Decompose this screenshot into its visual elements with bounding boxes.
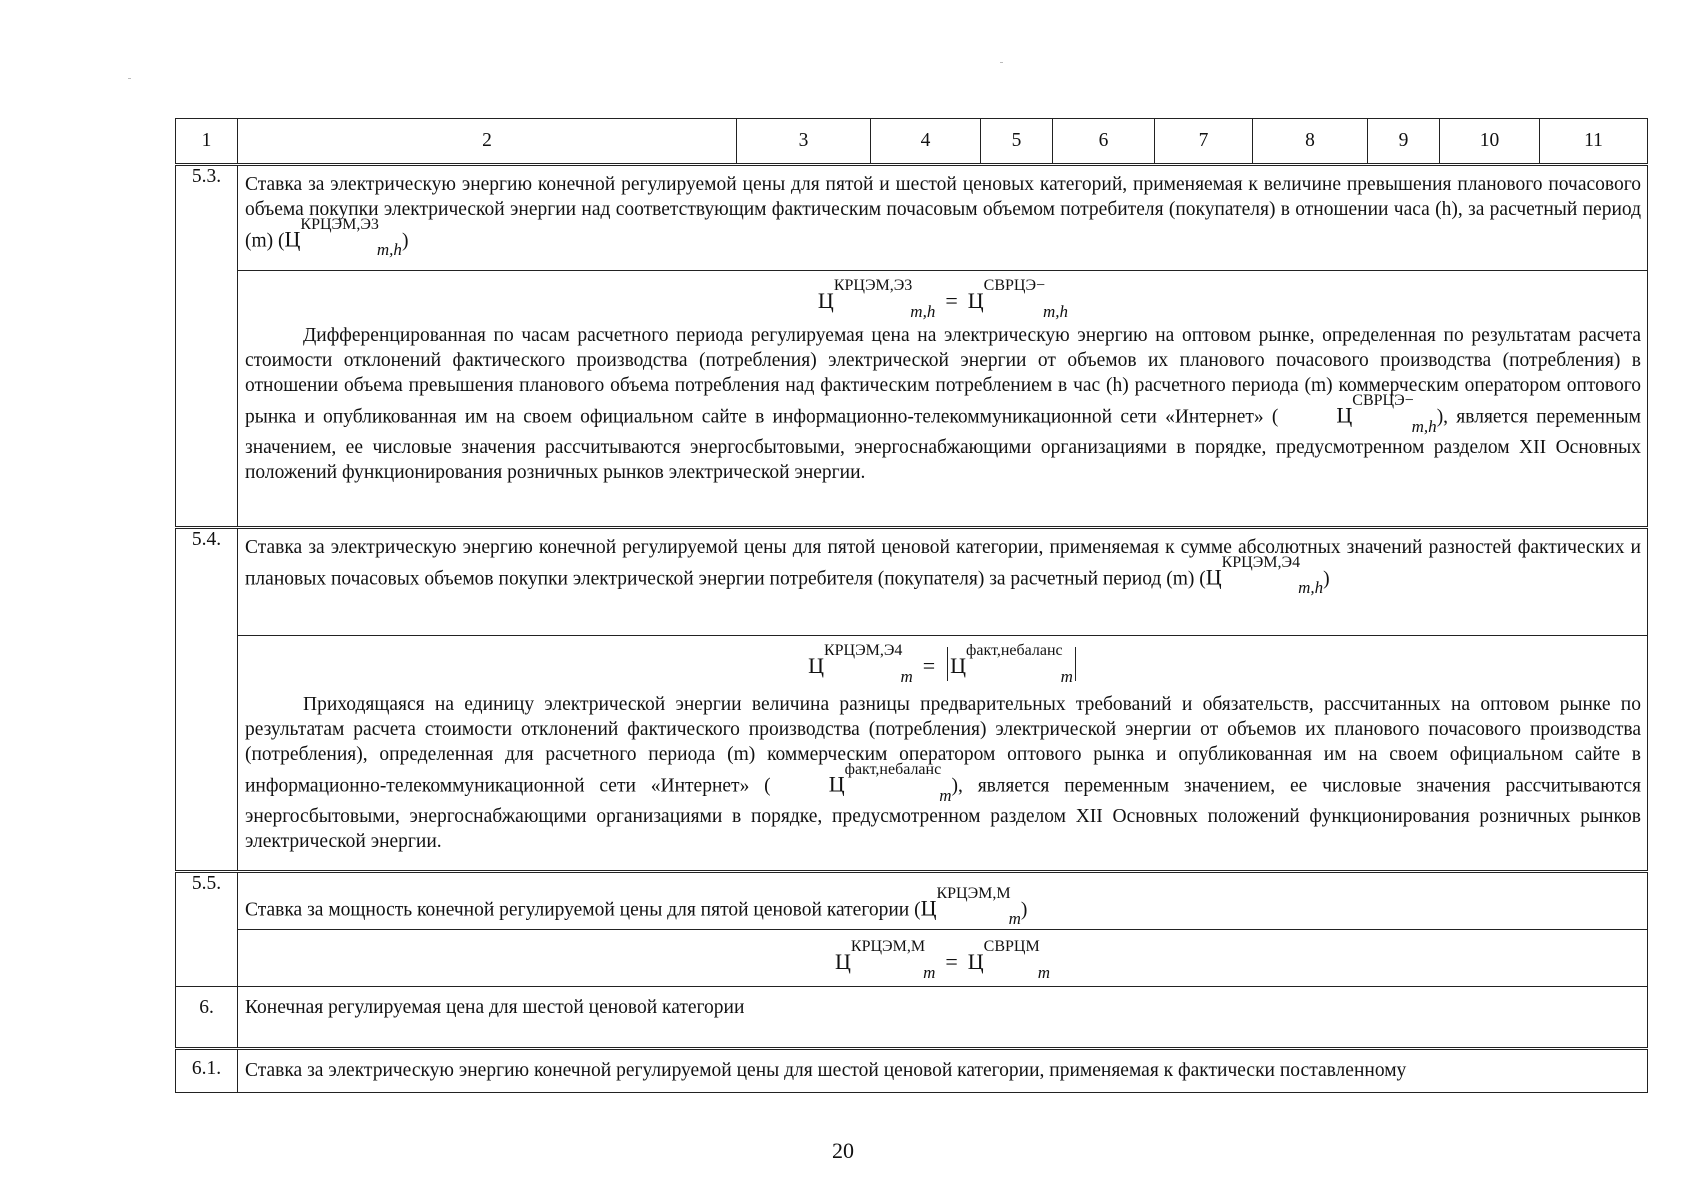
row-body-cell [238,636,1648,872]
scan-speck [1000,62,1003,63]
row-body [238,271,1647,526]
row-title-cell [238,528,1648,636]
row-title: Ставка за электрическую энергию конечной регулируемой цены для шестой ценовой категории, применяемая к фактически поставленному [245,1060,1407,1081]
price-table [175,118,1648,1093]
row-5-3-body [176,271,1648,528]
column-header: 10 [1440,119,1540,165]
column-header: 6 [1053,119,1155,165]
row-title-cell [238,987,1648,1049]
column-header: 3 [737,119,871,165]
formula-description: Дифференцированная по часам расчетного периода регулируемая цена на электрическую энергию на оптовом рынке, определенная по результатам расчета стоимости отклонений фактического производства (потребления) электрической энергии от объемов их планового почасового производства (потребления) в отношении объема превышения планового объема потребления над фактическим потреблением в час (h) расчетного периода (m) коммерческим оператором оптового рынка и опубликованная им на своем официальном сайте в информационно-телекоммуникационной сети «Интернет» ( $Ц^{СВРЦЭ-}_{m,h}$), является переменным значением, ее числовые значения рассчитываются энергосбытовыми, энергоснабжающими организациями в порядке, предусмотренном разделом XII Основных положений функционирования розничных рынков электрической энергии. [245,325,1641,483]
formula: $Ц^{КРЦЭМ,Э4}_m = Ц^{факт,небаланс}_m$ [245,640,1641,688]
column-header: 7 [1155,119,1253,165]
column-header-row [176,119,1648,165]
formula: $Ц^{КРЦЭМ,М}_m = Ц^{СВРЦМ}_m$ [835,938,1050,983]
row-5-3-title [176,165,1648,271]
row-number: 6.1. [176,1049,238,1093]
column-header: 2 [238,119,737,165]
row-5-5-title [176,872,1648,930]
column-header: 5 [981,119,1053,165]
column-header: 4 [871,119,981,165]
column-header: 8 [1253,119,1368,165]
page-number: 20 [832,1138,854,1163]
row-5-5-body [176,930,1648,987]
row-5-4-title [176,528,1648,636]
row-title: Конечная регулируемая цена для шестой ценовой категории [245,997,745,1018]
row-title-cell [238,165,1648,271]
title-text: Ставка за электрическую энергию конечной регулируемой цены для пятой и шестой ценовых категорий, применяемая к величине превышения планового почасового объема покупки электрической энергии над соответствующим фактическим почасовым объемом потребителя (покупателя) в отношении часа (h), за расчетный период (m) ( [245,174,1641,252]
row-5-4-body [176,636,1648,872]
scan-speck [128,78,131,79]
row-6 [176,987,1648,1049]
formula-description: Приходящаяся на единицу электрической энергии величина разницы предварительных требований и обязательств, рассчитанных на оптовом рынке по результатам расчета стоимости отклонений фактического производства (потребления) электрической энергии от объемов их планового почасового производства (потребления), определенная для расчетного периода (m) коммерческим оператором оптового рынка и опубликованная им на своем официальном сайте в информационно-телекоммуникационной сети «Интернет» ( $Ц^{факт,небаланс}_m$), является переменным значением, ее числовые значения рассчитываются энергосбытовыми, энергоснабжающими организациями в порядке, предусмотренном разделом XII Основных положений функционирования розничных рынков электрической энергии. [245,694,1641,852]
row-body-cell [238,930,1648,987]
row-title: Ставка за мощность конечной регулируемой цены для пятой ценовой категории $(Ц^{КРЦЭМ,М}_m)$ [245,885,1028,929]
row-number: 6. [176,987,238,1049]
price-symbol: $Ц^{КРЦЭМ,Э3}_{m,h}$ [284,216,402,260]
row-title-cell [238,1049,1648,1093]
row-number: 5.4. [176,528,238,872]
row-body-cell [238,271,1648,528]
row-body [238,930,1647,986]
row-body [238,636,1647,870]
row-title-cell [238,872,1648,930]
column-header: 11 [1540,119,1648,165]
row-number: 5.5. [176,872,238,987]
row-number: 5.3. [176,165,238,528]
row-title: Ставка за электрическую энергию конечной регулируемой цены для пятой ценовой категории, применяемая к сумме абсолютных значений разностей фактических и плановых почасовых объемов покупки электрической энергии потребителя (покупателя) за расчетный период (m) $(Ц^{КРЦЭМ,Э4}_{m,h})$ [245,537,1641,598]
row-6-1 [176,1049,1648,1093]
column-header: 9 [1368,119,1440,165]
column-header: 1 [176,119,238,165]
row-title: Ставка за электрическую энергию конечной регулируемой цены для пятой и шестой ценовых категорий, применяемая к величине превышения планового почасового объема покупки электрической энергии над соответствующим фактическим почасовым объемом потребителя (покупателя) в отношении часа (h), за расчетный период (m) $(Ц^{КРЦЭМ,Э3}_{m,h})$ [245,174,1641,260]
formula: $Ц^{КРЦЭМ,Э3}_{m,h} = Ц^{СВРЦЭ-}_{m,h}$ [817,277,1069,322]
